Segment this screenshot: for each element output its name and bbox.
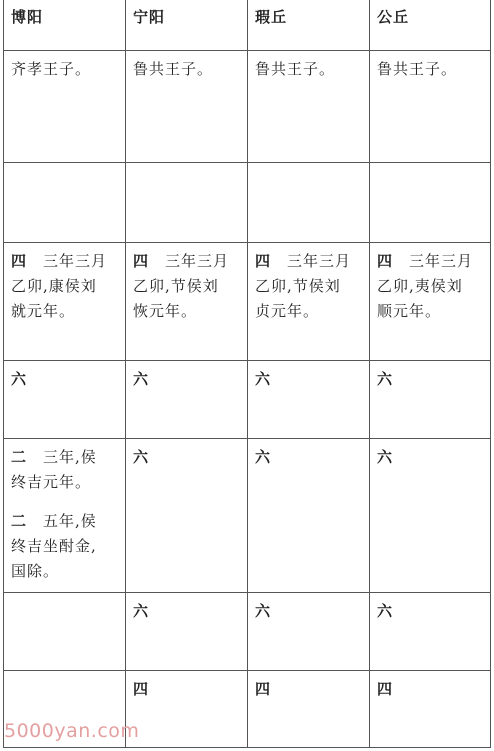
table-cell: 六 [126,438,248,592]
table-cell: 六 [248,360,370,438]
table-cell: 四 三年三月 乙卯,节侯刘 恢元年。 [126,242,248,360]
table-cell: 四 三年三月 乙卯,康侯刘 就元年。 [4,242,126,360]
table-cell: 六 [4,360,126,438]
table-cell: 二 三年,侯 终吉元年。 二 五年,侯 终吉坐酎金, 国除。 [4,438,126,592]
table-cell: 鲁共王子。 [248,50,370,162]
site-watermark: 5000yan.com [4,720,140,742]
table-row [4,242,491,360]
table-cell [370,162,491,242]
table-cell: 六 [370,592,491,670]
table-cell [4,592,126,670]
table-cell: 四 [126,670,248,747]
table-cell: 四 三年三月 乙卯,夷侯刘 顺元年。 [370,242,491,360]
table-row [4,438,491,592]
table-cell: 六 [248,438,370,592]
table-cell [248,162,370,242]
table-cell: 四 [248,670,370,747]
table-cell: 六 [248,592,370,670]
table-cell: 齐孝王子。 [4,50,126,162]
table-cell: 四 三年三月 乙卯,节侯刘 贞元年。 [248,242,370,360]
table-row [4,50,491,162]
table-cell: 鲁共王子。 [370,50,491,162]
table-row [4,360,491,438]
header-row [4,0,491,50]
table-cell: 六 [126,592,248,670]
table-cell: 四 [370,670,491,747]
header-cell-xiaqiu: 瑕丘 [248,0,370,50]
annals-table [3,0,491,748]
table-row [4,592,491,670]
table-cell [126,162,248,242]
table-row [4,162,491,242]
header-cell-gongqiu: 公丘 [370,0,491,50]
table-cell [4,162,126,242]
table-cell: 六 [370,360,491,438]
table-cell: 六 [126,360,248,438]
header-cell-boyang: 博阳 [4,0,126,50]
header-cell-ningyang: 宁阳 [126,0,248,50]
table-cell: 六 [370,438,491,592]
table-cell: 鲁共王子。 [126,50,248,162]
